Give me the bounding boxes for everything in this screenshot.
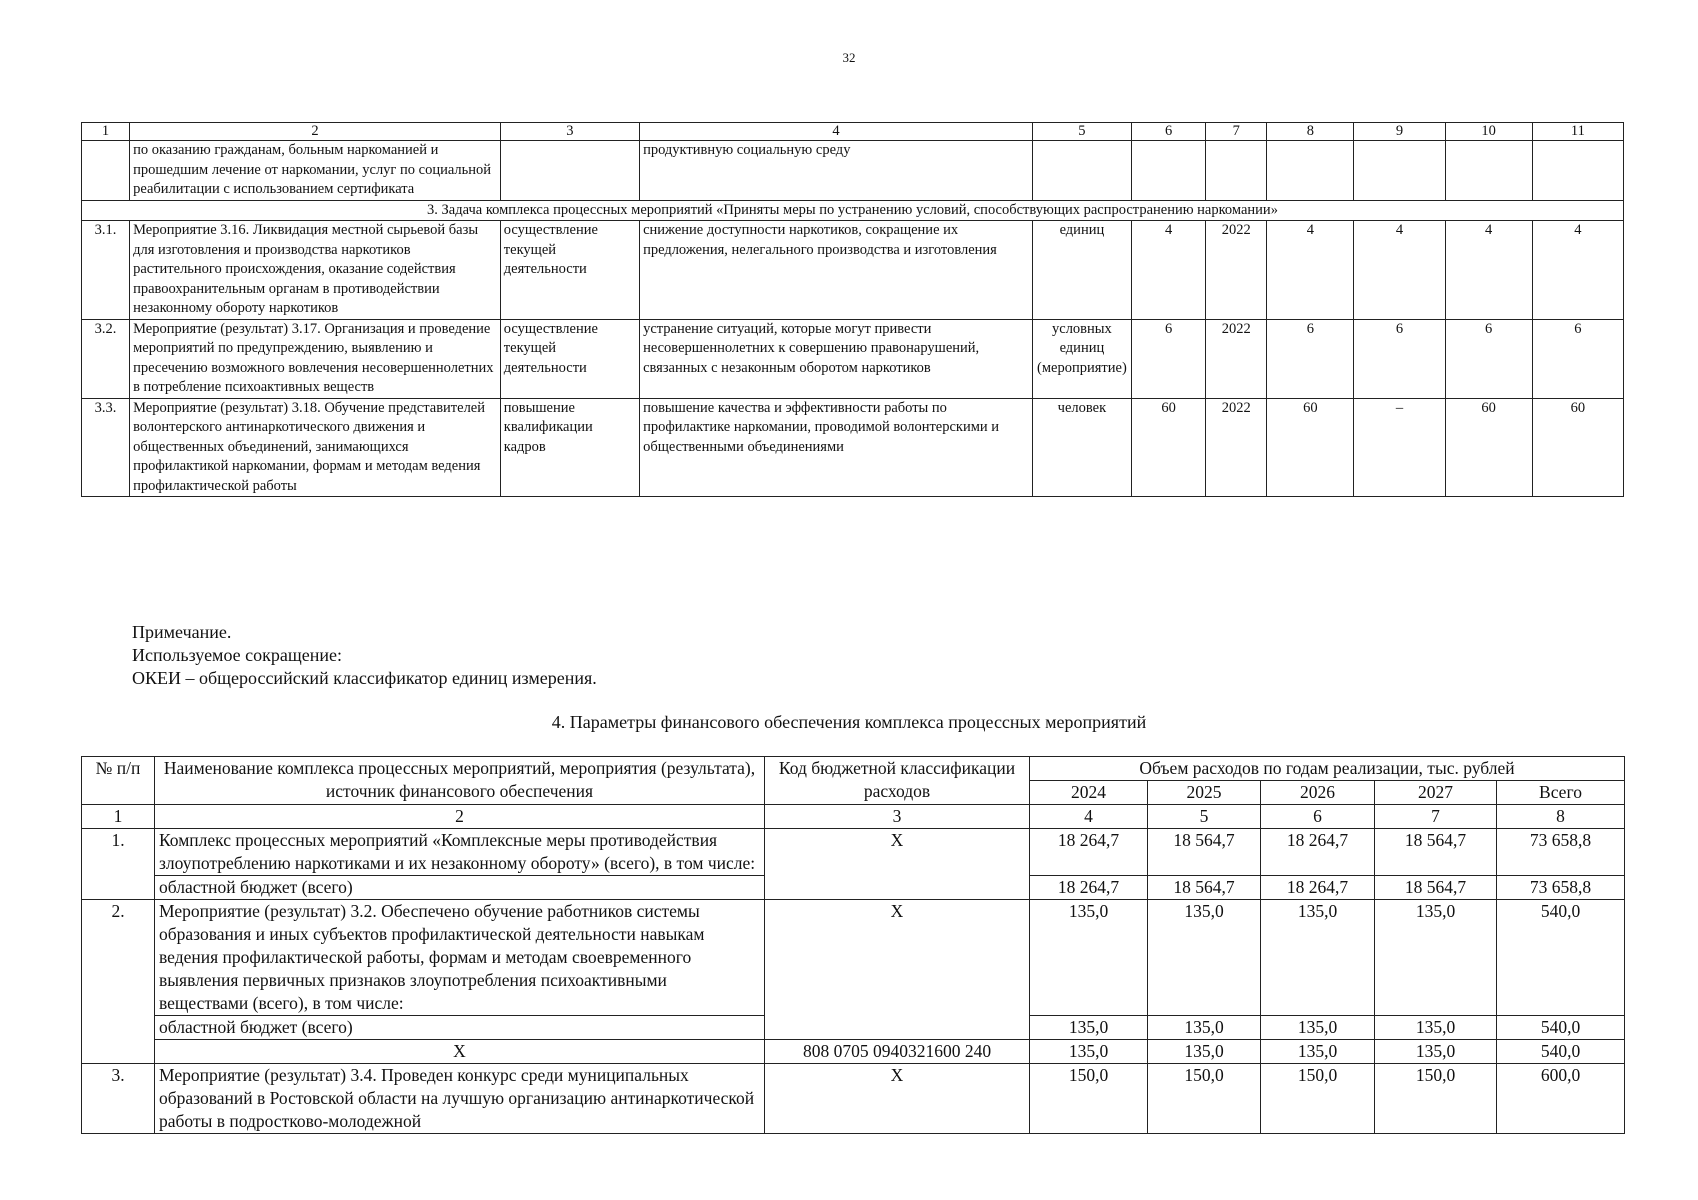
value-2026: 135,0 bbox=[1261, 1016, 1375, 1040]
event-type: осуществление текущей деятельности bbox=[500, 221, 639, 320]
event-type: осуществление текущей деятельности bbox=[500, 319, 639, 398]
event-result: снижение доступности наркотиков, сокращение их предложения, нелегального производства и изготовления bbox=[640, 221, 1033, 320]
event-name: по оказанию гражданам, больным наркоманией и прошедшим лечение от наркомании, услуг по социальной реабилитации с использованием сертификата bbox=[130, 141, 501, 201]
note-abbrev-label: Используемое сокращение: bbox=[132, 645, 342, 665]
col-number: 3 bbox=[765, 805, 1030, 829]
value-2027: 6 bbox=[1532, 319, 1623, 398]
row-number: 2. bbox=[82, 900, 155, 1064]
header-2024: 2024 bbox=[1030, 781, 1148, 805]
col-number: 5 bbox=[1032, 123, 1131, 141]
section-title: 4. Параметры финансового обеспечения комплекса процессных мероприятий bbox=[551, 712, 1147, 732]
value-2025: 18 564,7 bbox=[1148, 876, 1261, 900]
col-number: 1 bbox=[82, 805, 155, 829]
row-number: 3.1. bbox=[82, 221, 130, 320]
unit: условных единиц (мероприятие) bbox=[1032, 319, 1131, 398]
value-2025: 135,0 bbox=[1148, 1016, 1261, 1040]
col-number: 6 bbox=[1261, 805, 1375, 829]
table-subrow bbox=[82, 1040, 1625, 1064]
value-2027: 135,0 bbox=[1375, 1016, 1497, 1040]
note-abbrev: ОКЕИ – общероссийский классификатор единиц измерения. bbox=[132, 668, 597, 688]
events-table bbox=[81, 122, 1624, 497]
value-2024: 6 bbox=[1267, 319, 1354, 398]
header-total: Всего bbox=[1497, 781, 1625, 805]
value-2026: 6 bbox=[1445, 319, 1532, 398]
event-type: повышение квалификации кадров bbox=[500, 398, 639, 497]
source-name: областной бюджет (всего) bbox=[155, 1016, 765, 1040]
event-name: Мероприятие (результат) 3.18. Обучение представителей волонтерского антинаркотического движения и общественных объединений, занимающихся профилактикой наркомании, формам и методам ведения профилактической работы bbox=[130, 398, 501, 497]
value-2026: 150,0 bbox=[1261, 1064, 1375, 1134]
row-number: 3.3. bbox=[82, 398, 130, 497]
value-2026: 135,0 bbox=[1261, 1040, 1375, 1064]
header-2027: 2027 bbox=[1375, 781, 1497, 805]
page-number: 32 bbox=[842, 50, 856, 65]
col-number: 10 bbox=[1445, 123, 1532, 141]
table-row bbox=[82, 141, 1624, 201]
value-total: 540,0 bbox=[1497, 900, 1625, 1016]
value-2026: 4 bbox=[1445, 221, 1532, 320]
value-2026: 135,0 bbox=[1261, 900, 1375, 1016]
value-total: 540,0 bbox=[1497, 1016, 1625, 1040]
value-2025: 150,0 bbox=[1148, 1064, 1261, 1134]
finance-table bbox=[81, 756, 1625, 1134]
value-2024: 4 bbox=[1267, 221, 1354, 320]
value-2025: 4 bbox=[1354, 221, 1445, 320]
base-value: 60 bbox=[1132, 398, 1206, 497]
value-2024: 135,0 bbox=[1030, 1040, 1148, 1064]
source-name: областной бюджет (всего) bbox=[155, 876, 765, 900]
event-name: Мероприятие (результат) 3.17. Организация и проведение мероприятий по предупреждению, выявлению и пресечению возможного вовлечения несовершеннолетних в потребление психоактивных веществ bbox=[130, 319, 501, 398]
value-2025: – bbox=[1354, 398, 1445, 497]
table-row bbox=[82, 1064, 1625, 1134]
budget-code: Х bbox=[765, 900, 1030, 1040]
value-2027: 18 564,7 bbox=[1375, 829, 1497, 876]
col-number: 4 bbox=[640, 123, 1033, 141]
kbk-code: 808 0705 0940321600 240 bbox=[765, 1040, 1030, 1064]
value-2024: 60 bbox=[1267, 398, 1354, 497]
unit: единиц bbox=[1032, 221, 1131, 320]
col-number: 8 bbox=[1497, 805, 1625, 829]
col-number: 2 bbox=[130, 123, 501, 141]
row-number: 1. bbox=[82, 829, 155, 900]
row-number: 3. bbox=[82, 1064, 155, 1134]
table-row bbox=[82, 900, 1625, 1016]
header-code: Код бюджетной классификации расходов bbox=[765, 757, 1030, 805]
row-name: Комплекс процессных мероприятий «Комплексные меры противодействия злоупотреблению наркотиками и их незаконному обороту» (всего), в том числе: bbox=[155, 829, 765, 876]
value-2025: 18 564,7 bbox=[1148, 829, 1261, 876]
table-row bbox=[82, 221, 1624, 320]
col-number: 9 bbox=[1354, 123, 1445, 141]
value-2025: 135,0 bbox=[1148, 1040, 1261, 1064]
col-number: 3 bbox=[500, 123, 639, 141]
value-2024: 135,0 bbox=[1030, 900, 1148, 1016]
value-total: 600,0 bbox=[1497, 1064, 1625, 1134]
value-2026: 18 264,7 bbox=[1261, 876, 1375, 900]
header-volume: Объем расходов по годам реализации, тыс. рублей bbox=[1030, 757, 1625, 781]
value-2027: 135,0 bbox=[1375, 1040, 1497, 1064]
column-number-row bbox=[82, 123, 1624, 141]
value-2025: 6 bbox=[1354, 319, 1445, 398]
base-value: 6 bbox=[1132, 319, 1206, 398]
row-number: 3.2. bbox=[82, 319, 130, 398]
note-heading: Примечание. bbox=[132, 622, 232, 642]
column-number-row bbox=[82, 805, 1625, 829]
header-2025: 2025 bbox=[1148, 781, 1261, 805]
value-total: 540,0 bbox=[1497, 1040, 1625, 1064]
col-number: 2 bbox=[155, 805, 765, 829]
col-number: 6 bbox=[1132, 123, 1206, 141]
notes bbox=[132, 621, 597, 690]
kbk-name: Х bbox=[155, 1040, 765, 1064]
value-2024: 18 264,7 bbox=[1030, 829, 1148, 876]
value-2027: 60 bbox=[1532, 398, 1623, 497]
header-row bbox=[82, 757, 1625, 781]
event-result: устранение ситуаций, которые могут привести несовершеннолетних к совершению правонарушений, связанных с незаконным оборотом наркотиков bbox=[640, 319, 1033, 398]
value-2025: 135,0 bbox=[1148, 900, 1261, 1016]
value-2027: 135,0 bbox=[1375, 900, 1497, 1016]
base-year: 2022 bbox=[1206, 319, 1267, 398]
event-result: повышение качества и эффективности работы по профилактике наркомании, проводимой волонтерскими и общественными объединениями bbox=[640, 398, 1033, 497]
value-total: 73 658,8 bbox=[1497, 829, 1625, 876]
task-title: 3. Задача комплекса процессных мероприятий «Приняты меры по устранению условий, способствующих распространению наркомании» bbox=[82, 200, 1624, 221]
value-2026: 60 bbox=[1445, 398, 1532, 497]
row-name: Мероприятие (результат) 3.4. Проведен конкурс среди муниципальных образований в Ростовской области на лучшую организацию антинаркотической работы в подростково-молодежной bbox=[155, 1064, 765, 1134]
event-result: продуктивную социальную среду bbox=[640, 141, 1033, 201]
col-number: 5 bbox=[1148, 805, 1261, 829]
col-number: 7 bbox=[1375, 805, 1497, 829]
value-2027: 150,0 bbox=[1375, 1064, 1497, 1134]
row-name: Мероприятие (результат) 3.2. Обеспечено обучение работников системы образования и иных субъектов профилактической деятельности навыкам ведения профилактической работы, формам и методам своевременного выявления первичных признаков злоупотребления психоактивными веществами (всего), в том числе: bbox=[155, 900, 765, 1016]
header-num: № п/п bbox=[82, 757, 155, 805]
header-name: Наименование комплекса процессных мероприятий, мероприятия (результата), источник финансового обеспечения bbox=[155, 757, 765, 805]
table-row bbox=[82, 829, 1625, 876]
base-year: 2022 bbox=[1206, 221, 1267, 320]
value-total: 73 658,8 bbox=[1497, 876, 1625, 900]
header-2026: 2026 bbox=[1261, 781, 1375, 805]
col-number: 7 bbox=[1206, 123, 1267, 141]
event-name: Мероприятие 3.16. Ликвидация местной сырьевой базы для изготовления и производства наркотиков растительного происхождения, оказание содействия правоохранительным органам в противодействии незаконному обороту наркотиков bbox=[130, 221, 501, 320]
value-2024: 135,0 bbox=[1030, 1016, 1148, 1040]
col-number: 11 bbox=[1532, 123, 1623, 141]
value-2027: 4 bbox=[1532, 221, 1623, 320]
value-2026: 18 264,7 bbox=[1261, 829, 1375, 876]
value-2027: 18 564,7 bbox=[1375, 876, 1497, 900]
base-value: 4 bbox=[1132, 221, 1206, 320]
task-row bbox=[82, 200, 1624, 221]
value-2024: 18 264,7 bbox=[1030, 876, 1148, 900]
col-number: 8 bbox=[1267, 123, 1354, 141]
value-2024: 150,0 bbox=[1030, 1064, 1148, 1134]
budget-code: Х bbox=[765, 1064, 1030, 1134]
table-row bbox=[82, 398, 1624, 497]
col-number: 1 bbox=[82, 123, 130, 141]
table-row bbox=[82, 319, 1624, 398]
base-year: 2022 bbox=[1206, 398, 1267, 497]
unit: человек bbox=[1032, 398, 1131, 497]
budget-code: Х bbox=[765, 829, 1030, 900]
col-number: 4 bbox=[1030, 805, 1148, 829]
